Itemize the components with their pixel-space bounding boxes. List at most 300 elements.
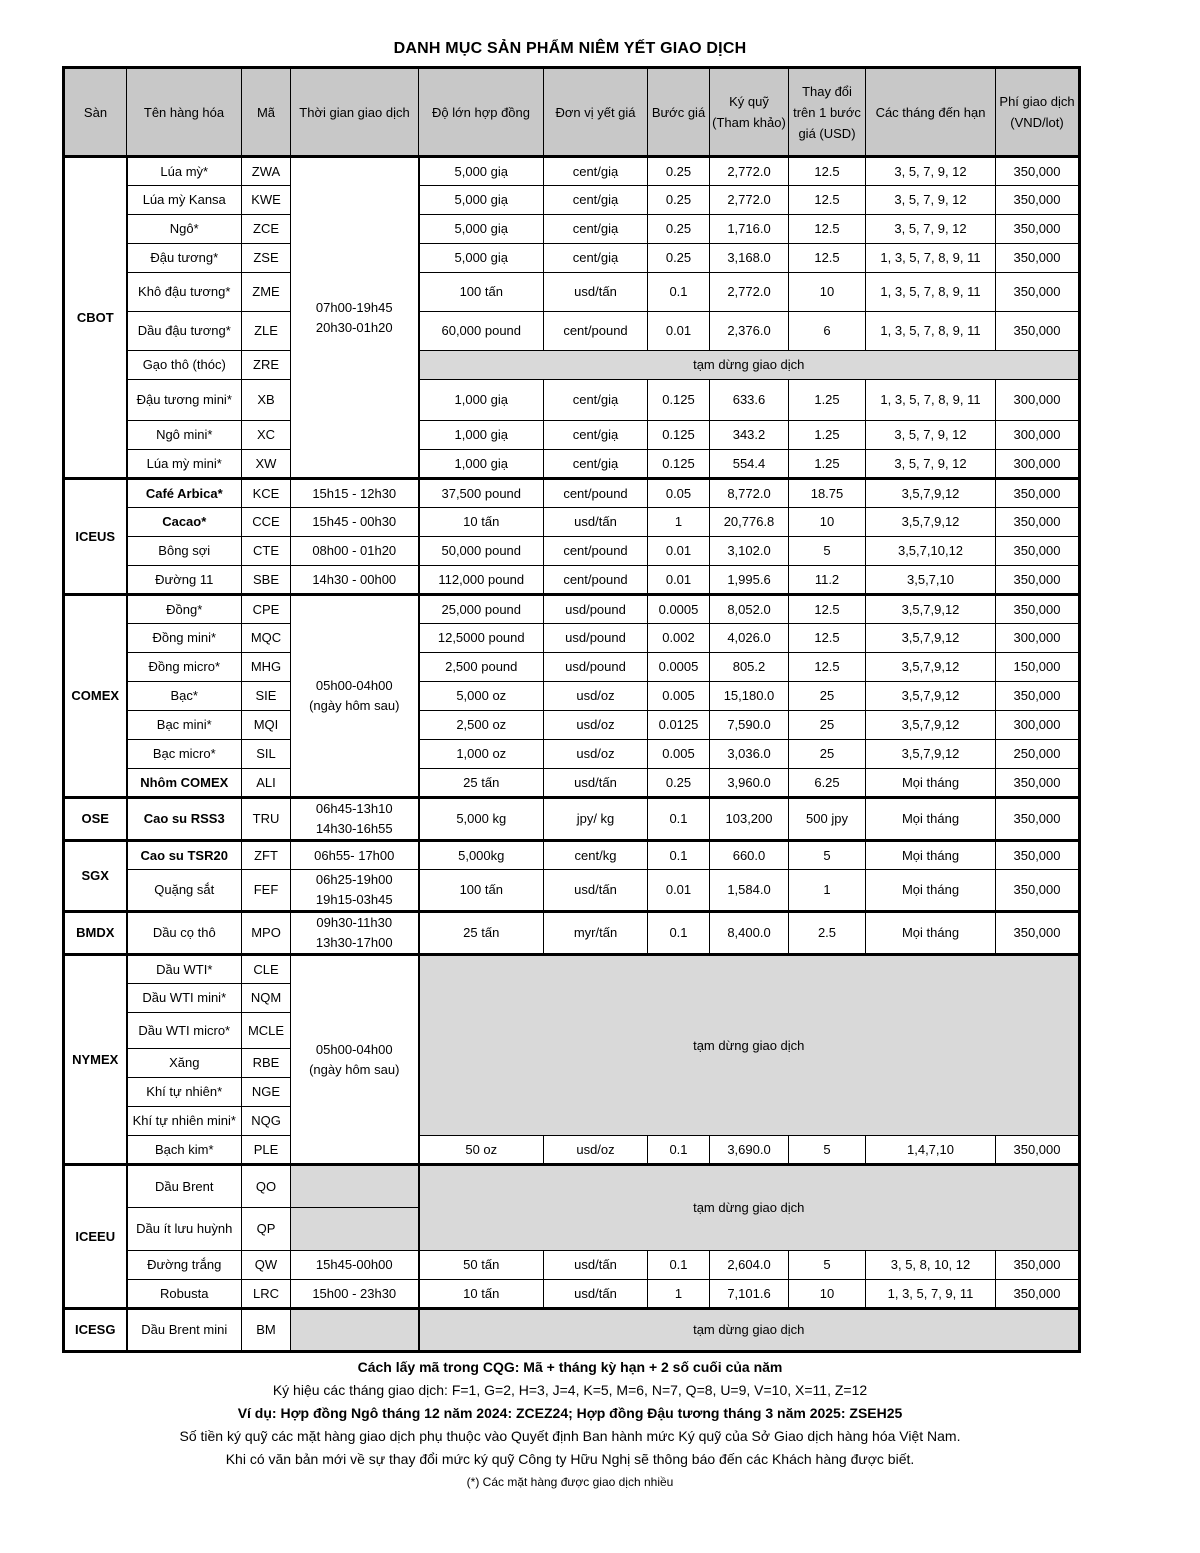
- trading-time: 15h45 - 00h30: [291, 508, 419, 537]
- table-row: [64, 841, 1080, 870]
- cell-fee: 350,000: [996, 157, 1080, 186]
- cell-tick: 0.1: [648, 912, 710, 955]
- cell-change: 25: [789, 682, 866, 711]
- table-row: [64, 624, 1080, 653]
- cell-change: 11.2: [789, 566, 866, 595]
- trading-time: 14h30 - 00h00: [291, 566, 419, 595]
- cell-change: 12.5: [789, 215, 866, 244]
- product-code: RBE: [242, 1049, 291, 1078]
- cell-size: 10 tấn: [419, 508, 544, 537]
- cell-months: 1, 3, 5, 7, 9, 11: [866, 1280, 996, 1309]
- cell-margin: 2,604.0: [710, 1251, 789, 1280]
- cell-months: 3,5,7,10: [866, 566, 996, 595]
- table-row: [64, 186, 1080, 215]
- table-row: [64, 912, 1080, 955]
- product-name: Đồng mini*: [127, 624, 242, 653]
- cell-change: 25: [789, 740, 866, 769]
- cell-months: Mọi tháng: [866, 798, 996, 841]
- cell-margin: 2,772.0: [710, 186, 789, 215]
- cell-margin: 3,102.0: [710, 537, 789, 566]
- product-code: SIL: [242, 740, 291, 769]
- product-code: MCLE: [242, 1013, 291, 1049]
- cell-fee: 150,000: [996, 653, 1080, 682]
- cell-tick: 0.125: [648, 380, 710, 421]
- product-table: [62, 66, 1081, 1353]
- cell-tick: 0.125: [648, 421, 710, 450]
- page-title: DANH MỤC SẢN PHẨM NIÊM YẾT GIAO DỊCH: [393, 40, 747, 57]
- cell-fee: 350,000: [996, 273, 1080, 312]
- table-row: [64, 508, 1080, 537]
- footer-margin-note: Số tiền ký quỹ các mặt hàng giao dịch phụ thuộc vào Quyết định Ban hành mức Ký quỹ của Sở Giao dịch hàng hóa Việt Nam.: [179, 1428, 961, 1444]
- product-code: KWE: [242, 186, 291, 215]
- cell-unit: cent/kg: [544, 841, 648, 870]
- table-row: [64, 421, 1080, 450]
- product-code: SBE: [242, 566, 291, 595]
- cell-unit: usd/oz: [544, 682, 648, 711]
- cell-unit: jpy/ kg: [544, 798, 648, 841]
- cell-margin: 660.0: [710, 841, 789, 870]
- cell-months: 3,5,7,10,12: [866, 537, 996, 566]
- cell-change: 5: [789, 537, 866, 566]
- table-row: [64, 380, 1080, 421]
- cell-fee: 350,000: [996, 769, 1080, 798]
- cell-months: 3, 5, 7, 9, 12: [866, 186, 996, 215]
- cell-fee: 300,000: [996, 380, 1080, 421]
- cell-margin: 805.2: [710, 653, 789, 682]
- cell-change: 5: [789, 841, 866, 870]
- cell-change: 12.5: [789, 595, 866, 624]
- product-name: Ngô mini*: [127, 421, 242, 450]
- table-row: [64, 157, 1080, 186]
- cell-unit: usd/pound: [544, 653, 648, 682]
- cell-fee: 300,000: [996, 624, 1080, 653]
- cell-tick: 0.0005: [648, 595, 710, 624]
- product-code: ZFT: [242, 841, 291, 870]
- cell-tick: 0.1: [648, 1251, 710, 1280]
- cell-size: 2,500 pound: [419, 653, 544, 682]
- table-row: [64, 595, 1080, 624]
- table-row: [64, 244, 1080, 273]
- product-code: QP: [242, 1208, 291, 1251]
- table-body: [64, 157, 1080, 1352]
- cell-tick: 0.01: [648, 566, 710, 595]
- header-time: Thời gian giao dịch: [291, 68, 419, 157]
- table-row: [64, 1165, 1080, 1208]
- cell-unit: usd/oz: [544, 740, 648, 769]
- cell-months: 1,4,7,10: [866, 1136, 996, 1165]
- cell-size: 5,000 giạ: [419, 186, 544, 215]
- cell-margin: 7,101.6: [710, 1280, 789, 1309]
- product-code: PLE: [242, 1136, 291, 1165]
- cell-margin: 343.2: [710, 421, 789, 450]
- table-row: [64, 537, 1080, 566]
- table-row: [64, 653, 1080, 682]
- product-code: BM: [242, 1309, 291, 1352]
- product-name: Dầu WTI micro*: [127, 1013, 242, 1049]
- cell-tick: 1: [648, 1280, 710, 1309]
- table-row: [64, 479, 1080, 508]
- cell-margin: 633.6: [710, 380, 789, 421]
- cell-fee: 350,000: [996, 682, 1080, 711]
- cell-months: 3,5,7,9,12: [866, 682, 996, 711]
- cell-unit: myr/tấn: [544, 912, 648, 955]
- cell-change: 2.5: [789, 912, 866, 955]
- cell-size: 5,000 oz: [419, 682, 544, 711]
- product-code: NQG: [242, 1107, 291, 1136]
- cell-fee: 350,000: [996, 312, 1080, 351]
- cell-unit: usd/tấn: [544, 273, 648, 312]
- cell-unit: cent/giạ: [544, 450, 648, 479]
- table-row: [64, 740, 1080, 769]
- cell-change: 12.5: [789, 653, 866, 682]
- cell-change: 12.5: [789, 157, 866, 186]
- cell-unit: usd/oz: [544, 1136, 648, 1165]
- cell-size: 37,500 pound: [419, 479, 544, 508]
- header-name: Tên hàng hóa: [127, 68, 242, 157]
- exchange-iceeu: ICEEU: [64, 1165, 127, 1309]
- cell-size: 1,000 giạ: [419, 450, 544, 479]
- cell-size: 12,5000 pound: [419, 624, 544, 653]
- product-name: Khô đậu tương*: [127, 273, 242, 312]
- footer-notes: [0, 1356, 1140, 1494]
- cell-unit: cent/pound: [544, 566, 648, 595]
- cell-size: 112,000 pound: [419, 566, 544, 595]
- table-row: [64, 711, 1080, 740]
- trading-time: 06h55- 17h00: [291, 841, 419, 870]
- product-code: NQM: [242, 984, 291, 1013]
- product-name: Dầu WTI*: [127, 955, 242, 984]
- suspended-label: tạm dừng giao dịch: [419, 955, 1080, 1136]
- exchange-ose: OSE: [64, 798, 127, 841]
- footer-notice: Khi có văn bản mới về sự thay đổi mức ký quỹ Công ty Hữu Nghị sẽ thông báo đến các Khách hàng được biết.: [225, 1451, 915, 1467]
- footer-month-codes: Ký hiệu các tháng giao dịch: F=1, G=2, H=3, J=4, K=5, M=6, N=7, Q=8, U=9, V=10, X=11, Z=12: [272, 1382, 868, 1398]
- product-name: Robusta: [127, 1280, 242, 1309]
- table-row: [64, 769, 1080, 798]
- product-code: QW: [242, 1251, 291, 1280]
- cell-margin: 20,776.8: [710, 508, 789, 537]
- cell-months: 1, 3, 5, 7, 8, 9, 11: [866, 380, 996, 421]
- product-code: CLE: [242, 955, 291, 984]
- cell-tick: 0.05: [648, 479, 710, 508]
- cell-margin: 103,200: [710, 798, 789, 841]
- product-code: LRC: [242, 1280, 291, 1309]
- product-name: Lúa mỳ Kansa: [127, 186, 242, 215]
- cell-margin: 8,052.0: [710, 595, 789, 624]
- cell-fee: 350,000: [996, 566, 1080, 595]
- cell-size: 60,000 pound: [419, 312, 544, 351]
- cell-tick: 0.25: [648, 215, 710, 244]
- product-code: QO: [242, 1165, 291, 1208]
- cell-size: 10 tấn: [419, 1280, 544, 1309]
- cell-months: 3,5,7,9,12: [866, 711, 996, 740]
- cell-fee: 350,000: [996, 186, 1080, 215]
- header-months: Các tháng đến hạn: [866, 68, 996, 157]
- cell-unit: usd/tấn: [544, 769, 648, 798]
- product-code: ALI: [242, 769, 291, 798]
- cell-tick: 0.01: [648, 537, 710, 566]
- product-name: Đậu tương mini*: [127, 380, 242, 421]
- cell-unit: usd/tấn: [544, 1251, 648, 1280]
- cell-size: 25 tấn: [419, 769, 544, 798]
- cell-change: 1: [789, 870, 866, 912]
- cell-size: 100 tấn: [419, 273, 544, 312]
- cell-margin: 2,376.0: [710, 312, 789, 351]
- header-change: Thay đổi trên 1 bước giá (USD): [789, 68, 866, 157]
- cell-fee: 350,000: [996, 508, 1080, 537]
- cell-unit: cent/giạ: [544, 186, 648, 215]
- product-name: Bạc mini*: [127, 711, 242, 740]
- cell-change: 6.25: [789, 769, 866, 798]
- product-name: Dầu ít lưu huỳnh: [127, 1208, 242, 1251]
- cell-fee: 350,000: [996, 798, 1080, 841]
- cell-tick: 0.01: [648, 312, 710, 351]
- product-code: FEF: [242, 870, 291, 912]
- product-name: Dầu đậu tương*: [127, 312, 242, 351]
- product-name: Dầu cọ thô: [127, 912, 242, 955]
- cell-change: 10: [789, 273, 866, 312]
- cell-tick: 0.1: [648, 1136, 710, 1165]
- product-code: CTE: [242, 537, 291, 566]
- cell-months: Mọi tháng: [866, 912, 996, 955]
- cell-unit: usd/tấn: [544, 870, 648, 912]
- cell-change: 6: [789, 312, 866, 351]
- trading-time: 07h00-19h45 20h30-01h20: [291, 157, 419, 479]
- cell-margin: 1,716.0: [710, 215, 789, 244]
- product-code: NGE: [242, 1078, 291, 1107]
- product-name: Cao su RSS3: [127, 798, 242, 841]
- header-code: Mã: [242, 68, 291, 157]
- cell-tick: 0.005: [648, 740, 710, 769]
- trading-time: 05h00-04h00 (ngày hôm sau): [291, 955, 419, 1165]
- product-name: Đồng micro*: [127, 653, 242, 682]
- product-name: Gạo thô (thóc): [127, 351, 242, 380]
- cell-change: 1.25: [789, 421, 866, 450]
- trading-time: 15h45-00h00: [291, 1251, 419, 1280]
- cell-tick: 0.1: [648, 841, 710, 870]
- cell-unit: usd/oz: [544, 711, 648, 740]
- cell-change: 1.25: [789, 450, 866, 479]
- product-code: CCE: [242, 508, 291, 537]
- cell-tick: 0.25: [648, 769, 710, 798]
- cell-size: 2,500 oz: [419, 711, 544, 740]
- exchange-bmdx: BMDX: [64, 912, 127, 955]
- cell-change: 12.5: [789, 244, 866, 273]
- product-name: Café Arbica*: [127, 479, 242, 508]
- product-name: Dầu Brent: [127, 1165, 242, 1208]
- product-code: CPE: [242, 595, 291, 624]
- trading-time: 15h15 - 12h30: [291, 479, 419, 508]
- trading-time: 08h00 - 01h20: [291, 537, 419, 566]
- cell-fee: 300,000: [996, 711, 1080, 740]
- cell-unit: cent/giạ: [544, 380, 648, 421]
- cell-margin: 3,690.0: [710, 1136, 789, 1165]
- table-row: [64, 1136, 1080, 1165]
- cell-fee: 350,000: [996, 841, 1080, 870]
- cell-unit: usd/pound: [544, 624, 648, 653]
- cell-months: 3, 5, 7, 9, 12: [866, 450, 996, 479]
- cell-months: 3,5,7,9,12: [866, 595, 996, 624]
- table-row: [64, 566, 1080, 595]
- product-code: SIE: [242, 682, 291, 711]
- trading-time: 05h00-04h00 (ngày hôm sau): [291, 595, 419, 798]
- cell-unit: cent/pound: [544, 479, 648, 508]
- footer-asterisk-note: (*) Các mặt hàng được giao dịch nhiều: [466, 1475, 674, 1489]
- cell-margin: 8,772.0: [710, 479, 789, 508]
- cell-tick: 0.25: [648, 186, 710, 215]
- header-tick: Bước giá: [648, 68, 710, 157]
- exchange-icesg: ICESG: [64, 1309, 127, 1352]
- cell-months: 3,5,7,9,12: [866, 653, 996, 682]
- cell-size: 5,000 giạ: [419, 244, 544, 273]
- product-code: ZSE: [242, 244, 291, 273]
- cell-change: 5: [789, 1251, 866, 1280]
- cell-months: 3,5,7,9,12: [866, 624, 996, 653]
- product-name: Đậu tương*: [127, 244, 242, 273]
- cell-change: 10: [789, 508, 866, 537]
- cell-fee: 350,000: [996, 595, 1080, 624]
- product-name: Nhôm COMEX: [127, 769, 242, 798]
- cell-size: 5,000 giạ: [419, 157, 544, 186]
- exchange-sgx: SGX: [64, 841, 127, 912]
- product-name: Đường 11: [127, 566, 242, 595]
- table-row: [64, 682, 1080, 711]
- footer-code-rule: Cách lấy mã trong CQG: Mã + tháng kỳ hạn + 2 số cuối của năm: [357, 1359, 783, 1375]
- cell-unit: cent/pound: [544, 537, 648, 566]
- cell-margin: 3,036.0: [710, 740, 789, 769]
- product-name: Bông sợi: [127, 537, 242, 566]
- cell-months: Mọi tháng: [866, 769, 996, 798]
- cell-tick: 0.1: [648, 798, 710, 841]
- product-code: XB: [242, 380, 291, 421]
- cell-change: 500 jpy: [789, 798, 866, 841]
- cell-tick: 0.1: [648, 273, 710, 312]
- product-name: Lúa mỳ mini*: [127, 450, 242, 479]
- product-name: Dầu Brent mini: [127, 1309, 242, 1352]
- cell-months: 3, 5, 8, 10, 12: [866, 1251, 996, 1280]
- cell-tick: 0.0005: [648, 653, 710, 682]
- exchange-nymex: NYMEX: [64, 955, 127, 1165]
- cell-tick: 1: [648, 508, 710, 537]
- product-name: Bạch kim*: [127, 1136, 242, 1165]
- suspended-label: tạm dừng giao dịch: [419, 1309, 1080, 1352]
- cell-months: Mọi tháng: [866, 841, 996, 870]
- cell-change: 18.75: [789, 479, 866, 508]
- header-size: Độ lớn hợp đồng: [419, 68, 544, 157]
- cell-months: 3, 5, 7, 9, 12: [866, 215, 996, 244]
- product-code: ZRE: [242, 351, 291, 380]
- cell-months: 3, 5, 7, 9, 12: [866, 157, 996, 186]
- cell-months: Mọi tháng: [866, 870, 996, 912]
- cell-fee: 350,000: [996, 870, 1080, 912]
- cell-fee: 350,000: [996, 912, 1080, 955]
- table-row: [64, 955, 1080, 984]
- table-row: [64, 215, 1080, 244]
- cell-tick: 0.002: [648, 624, 710, 653]
- cell-months: 3,5,7,9,12: [866, 740, 996, 769]
- trading-time-empty: [291, 1165, 419, 1208]
- table-row: [64, 870, 1080, 912]
- product-name: Đường trắng: [127, 1251, 242, 1280]
- table-row: [64, 1309, 1080, 1352]
- cell-tick: 0.25: [648, 244, 710, 273]
- product-name: Cacao*: [127, 508, 242, 537]
- cell-tick: 0.0125: [648, 711, 710, 740]
- cell-size: 100 tấn: [419, 870, 544, 912]
- cell-margin: 15,180.0: [710, 682, 789, 711]
- cell-unit: cent/giạ: [544, 244, 648, 273]
- cell-tick: 0.01: [648, 870, 710, 912]
- cell-unit: usd/tấn: [544, 508, 648, 537]
- cell-fee: 300,000: [996, 421, 1080, 450]
- cell-months: 1, 3, 5, 7, 8, 9, 11: [866, 312, 996, 351]
- product-code: KCE: [242, 479, 291, 508]
- cell-size: 5,000kg: [419, 841, 544, 870]
- cell-margin: 7,590.0: [710, 711, 789, 740]
- cell-fee: 350,000: [996, 1251, 1080, 1280]
- cell-fee: 350,000: [996, 244, 1080, 273]
- trading-time-empty: [291, 1208, 419, 1251]
- cell-unit: cent/giạ: [544, 215, 648, 244]
- cell-fee: 350,000: [996, 1280, 1080, 1309]
- cell-change: 1.25: [789, 380, 866, 421]
- cell-months: 1, 3, 5, 7, 8, 9, 11: [866, 273, 996, 312]
- cell-unit: cent/giạ: [544, 157, 648, 186]
- product-code: MQC: [242, 624, 291, 653]
- cell-size: 25 tấn: [419, 912, 544, 955]
- cell-change: 25: [789, 711, 866, 740]
- header-exchange: Sàn: [64, 68, 127, 157]
- cell-fee: 350,000: [996, 1136, 1080, 1165]
- cell-size: 5,000 kg: [419, 798, 544, 841]
- product-code: ZCE: [242, 215, 291, 244]
- cell-change: 10: [789, 1280, 866, 1309]
- cell-unit: cent/giạ: [544, 421, 648, 450]
- product-code: ZLE: [242, 312, 291, 351]
- product-name: Lúa mỳ*: [127, 157, 242, 186]
- cell-fee: 250,000: [996, 740, 1080, 769]
- cell-margin: 8,400.0: [710, 912, 789, 955]
- product-name: Bạc micro*: [127, 740, 242, 769]
- table-row: [64, 351, 1080, 380]
- product-name: Quặng sắt: [127, 870, 242, 912]
- trading-time: 09h30-11h30 13h30-17h00: [291, 912, 419, 955]
- suspended-label: tạm dừng giao dịch: [419, 1165, 1080, 1251]
- product-code: MQI: [242, 711, 291, 740]
- cell-change: 12.5: [789, 186, 866, 215]
- cell-size: 50 oz: [419, 1136, 544, 1165]
- cell-size: 50,000 pound: [419, 537, 544, 566]
- cell-change: 12.5: [789, 624, 866, 653]
- table-row: [64, 273, 1080, 312]
- product-name: Ngô*: [127, 215, 242, 244]
- cell-tick: 0.25: [648, 157, 710, 186]
- product-name: Xăng: [127, 1049, 242, 1078]
- cell-months: 3, 5, 7, 9, 12: [866, 421, 996, 450]
- header-unit: Đơn vị yết giá: [544, 68, 648, 157]
- exchange-iceus: ICEUS: [64, 479, 127, 595]
- cell-margin: 2,772.0: [710, 273, 789, 312]
- cell-months: 1, 3, 5, 7, 8, 9, 11: [866, 244, 996, 273]
- exchange-cbot: CBOT: [64, 157, 127, 479]
- suspended-label: tạm dừng giao dịch: [419, 351, 1080, 380]
- product-name: Cao su TSR20: [127, 841, 242, 870]
- product-code: MHG: [242, 653, 291, 682]
- product-code: TRU: [242, 798, 291, 841]
- product-code: ZME: [242, 273, 291, 312]
- table-row: [64, 312, 1080, 351]
- cell-unit: usd/tấn: [544, 1280, 648, 1309]
- cell-margin: 3,960.0: [710, 769, 789, 798]
